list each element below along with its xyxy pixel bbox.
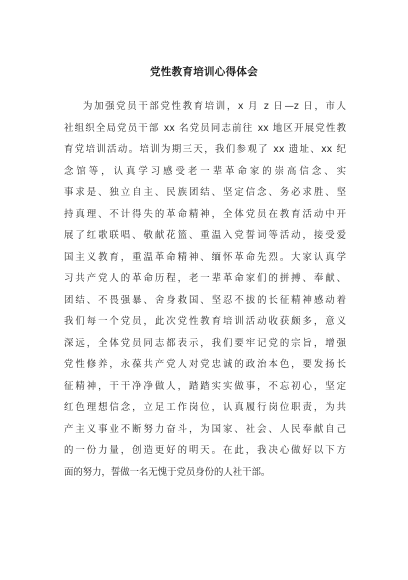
body-line: 团结、不畏强暴、舍身救国、坚忍不拔的长征精神感动着: [64, 294, 346, 306]
body-line: 习共产党人的革命历程，老一辈革命家们的拼搏、奉献、: [64, 273, 346, 284]
document-body: [64, 96, 346, 483]
body-line: 为加强党员干部党性教育培训，x 月 z 日—z 日，市人: [83, 101, 346, 112]
body-line: 的一份力量，创造更好的明天。在此，我决心做好以下方: [64, 445, 346, 456]
document-title: 党性教育培训心得体会: [150, 66, 258, 78]
body-line: 产主义事业不断努力奋斗，为国家、社会、人民奉献自己: [64, 423, 346, 435]
body-line: 育党培训活动。培训为期三天，我们参观了 xx 遗址、xx 纪: [64, 144, 346, 155]
body-line: 征精神，干干净净做人，踏踏实实做事，不忘初心，坚定: [64, 380, 346, 392]
body-line: 党性修养，永葆共产党人对党忠诚的政治本色，要发扬长: [64, 359, 346, 370]
body-line: 念馆等，认真学习感受老一辈革命家的崇高信念、实: [64, 165, 346, 177]
body-line: 深远，全体党员同志都表示，我们要牢记党的宗旨，增强: [64, 337, 346, 349]
body-line: 红色理想信念，立足工作岗位，认真履行岗位职责，为共: [64, 402, 346, 413]
body-line: 我们每一个党员，此次党性教育培训活动收获颇多，意义: [64, 316, 346, 327]
body-line: 事求是、独立自主、民族团结、坚定信念、务必求胜、坚: [64, 187, 346, 198]
body-line: 国主义教育，重温革命精神、缅怀革命先烈。大家认真学: [64, 251, 346, 263]
body-line: 社组织全局党员干部 xx 名党员同志前往 xx 地区开展党性教: [64, 122, 346, 134]
body-line: 展了红歌联唱、敬献花篮、重温入党誓词等活动，接受爱: [64, 230, 346, 241]
body-line: 持真理、不计得失的革命精神，全体党员在教育活动中开: [64, 208, 346, 220]
body-line: 面的努力，誓做一名无愧于党员身份的人社干部。: [64, 466, 271, 478]
